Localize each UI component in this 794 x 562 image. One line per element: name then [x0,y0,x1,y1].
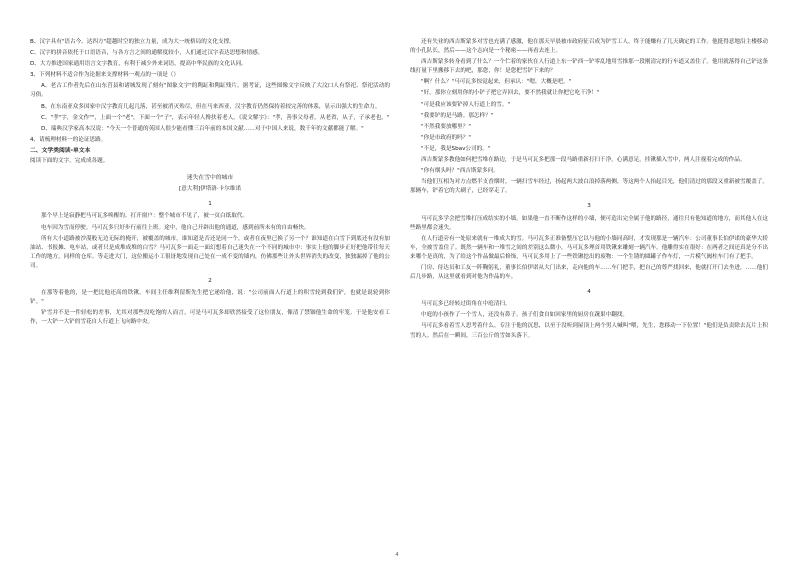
paragraph: 还有失业的西吉斯蒙多对雪也充满了感激，他在那天早晨被市政府征召成为铲雪工人，终于能赚有了几天确定的工作。他挺得意地沿主楼移动的小孔队长，然后——这个志向是一个秘密——再看去连上。 [410,39,768,55]
option-b: B、汉字具有"语古今、达四方"超越时空的独立力量，成为大一统格局的文化支撑。 [30,39,235,45]
question-3-option-a: A、老古工作者先后在山东莒县和诸城发现了刻有"图象文字"的陶缸和陶缸残片，据考证，这些图像文字反映了大汶口人有祭祀、祭祀活动的习俗。 [30,83,390,99]
question-3-option-b: B、在东南亚众多国家中汉字教育几起几落，甚至被消灭殆尽，但在马来西亚，汉字教育仍然保持着较完善的体系，显示出强大的生命力。 [41,103,381,110]
story-title: 迷失在雪中的城市 [186,175,234,182]
question-4: 4、请梳理材料一的论证思路。 [30,136,107,143]
paragraph: 在人行道旁有一处原来就有一堆成大的雪。马可瓦多正准备整压它以与他的小墙同高时，才发现那是一辆汽车：公司董事长伯伊诺的豪华大轿车，全被雪盖住了。既然一辆车和一堆雪之间的差别这么微小，马可瓦多理首用铁锹来雕刻一辆汽车。他雕得实在很好：在两者之间还真是分不出来哪个是真的，为了给这个作品做最后修饰，马可瓦多用上了一些铁锹挖出的废物：一个生锈的圆罐子作车灯，一片模气阀柱车门有了把手。 [410,235,769,260]
right-column [410,38,768,343]
section-number: 2 [208,277,212,284]
page-number: 4 [395,552,399,558]
paragraph: 西吉斯蒙多教他如何把雪堆在路边，于是马可瓦多把那一段马路重新打扫干净。心满意足，挂锹插入雪中，两人注视着完成的作品。 [421,157,746,164]
left-column [30,38,390,329]
dialogue-line: "可是我应该要铲掉人行道上的雪。" [421,101,511,108]
question-3: 3、下列材料不适合作为论据来支撑材料一观点的一项是（） [30,72,179,79]
question-3-option-c: C、"孝"字，金文作""，上面一个"老"，下面一个"子"，表示年轻人搀扶着老人。《说文解字》："孝，善事父母者，从老省，从子，子承老也。" [41,114,390,121]
dialogue-line: "你是市政府的吗？" [421,134,471,141]
instructions: 阅读下面的文字，完成成各题。 [30,158,109,165]
paragraph: 那个早上是寂静把马可瓦多唤醒的。打开窗户：整个城市不见了，被一页白纸取代。 [41,213,248,220]
paragraph: 中庭的小孩作了一个雪人，还没有鼻子。孩子们食自如回家里的厨房在蔬果中翻找。 [421,312,628,319]
paragraph: 电车因为雪而停驶。马可瓦多只好步行前往上班。途中，他自己开辟出他的通道，感到前所未有的自由畅快。 [41,224,310,231]
dialogue-line: "啊？什么？"马可瓦多惊觉起来，但承认："嗯，大概是吧。" [421,79,572,86]
paragraph: 马可瓦多看着雪人思考着什么。专注于他的沉思，以至于没听到屋顶上两个男人喊叫"喂，先生，您移动一下位置！"他们是负责除去瓦片上积雪的人。然后在一瞬间，三百公斤的雪如头落下。 [410,323,768,339]
dialogue-line: "你有烟头吗？"西吉斯蒙多问。 [421,168,499,175]
paragraph: 马可瓦多已经转过街角在中庭清扫。 [421,301,511,308]
paragraph: 马可瓦多学会把雪堆打压成结实的小墙。如果他一直不断作这样的小墙，便可造出完全属于他的路径，通往只有他知道的地方，而其他人在这些路里都会迷失。 [410,215,768,231]
dialogue-line: "不然我要放哪里？" [421,123,471,130]
option-d: D、大力推进国家通用语言文字教育，有利于减少外来词语，提高中华民族的文化认同。 [30,61,247,68]
section-number: 4 [587,289,591,296]
section-heading: 二、文学类阅读-单文本 [30,147,91,154]
option-c: C、汉字的拼音依托于口语语音，与各方言之间的通解度较小，人们通过汉字表达思想和情感。 [30,50,264,57]
paragraph: 铲雪并不是一件轻松的差事，尤其对那些没吃饱的人而言，可是马可瓦多却欣然接受了这位朋友，像清了禁锢他生命的牢笼。于是他安看工作，一大铲一大铲的雪花自人行道上飞向路中央。 [30,310,390,326]
dialogue-line: "好，那你立刻用你的小铲子把它弄回去，要不然我就让你把它吃干净！" [421,90,600,97]
story-author: [意大利]伊塔洛·卡尔维诺 [178,186,242,193]
section-number: 3 [587,203,591,210]
paragraph: 当他们互相为对方点燃半支香烟时，一辆扫雪车经过，扬起两大波白浪掉落两侧。等这两个人抬起目光，他们清过的那段又重新被雪覆盖了。那辆车，铲着它的大刷子，已经穿走了。 [410,179,768,195]
section-number: 1 [208,201,212,208]
paragraph: 门房、侍达员和工友一阵鞠躬礼，董事长伯伊诺从大门出来，走向他的车……车门把手，把自己的尊严找回来，他就打开门去坐进，……他们后几步路，从这里就看到对他为作品的车。 [410,264,768,281]
paragraph: 在那等着他的，是一把比他还高的铁锹。车间主任维利留斯先生把它递给他，说："公司前面人行道上的积雪轮到我们铲，也就是说轮到你铲。" [30,290,390,306]
question-3-option-d: D、瑞典汉学家高本汉说："今天一个普通的英国人很少能看懂三百年前的本国文献……对于中国人来说，数千年的文献都能了解。" [41,125,364,132]
paragraph: 西吉斯蒙多转身看到了什么？一个伫着的家伙在人行道上东一铲西一铲零乱地用雪推那一段刚清完的行车道又盖住了。他用就落得自己铲这条线打量下里搬移下去的吧，那您，你！是您把雪铲下来的？ [410,59,768,75]
paragraph: 所有大小道路被沙漠般无边无际的掩开，被覆盖的城市，谁知道是否还是同一个，或者在夜里已换了另一个？谁知道在白雪下到底还有没有加油站、书报摊、电车站，或者只是成堆成堆的白雪？马可瓦多一面走一面幻想着自己迷失在一个不同的城市中：事实上他的脚步正好把他带往每天工作的地方，同样的仓库。等走进大门，这位搬运小工很讶地发现自己处在一成不变的墙内，仿佛那些让外头世界消失的改变，独独漏掉了他的公司。 [30,235,390,269]
dialogue-line: "我要铲的是马路。那怎样？" [421,112,494,119]
dialogue-line: "不是，我是Sbav公司的。" [421,145,491,152]
